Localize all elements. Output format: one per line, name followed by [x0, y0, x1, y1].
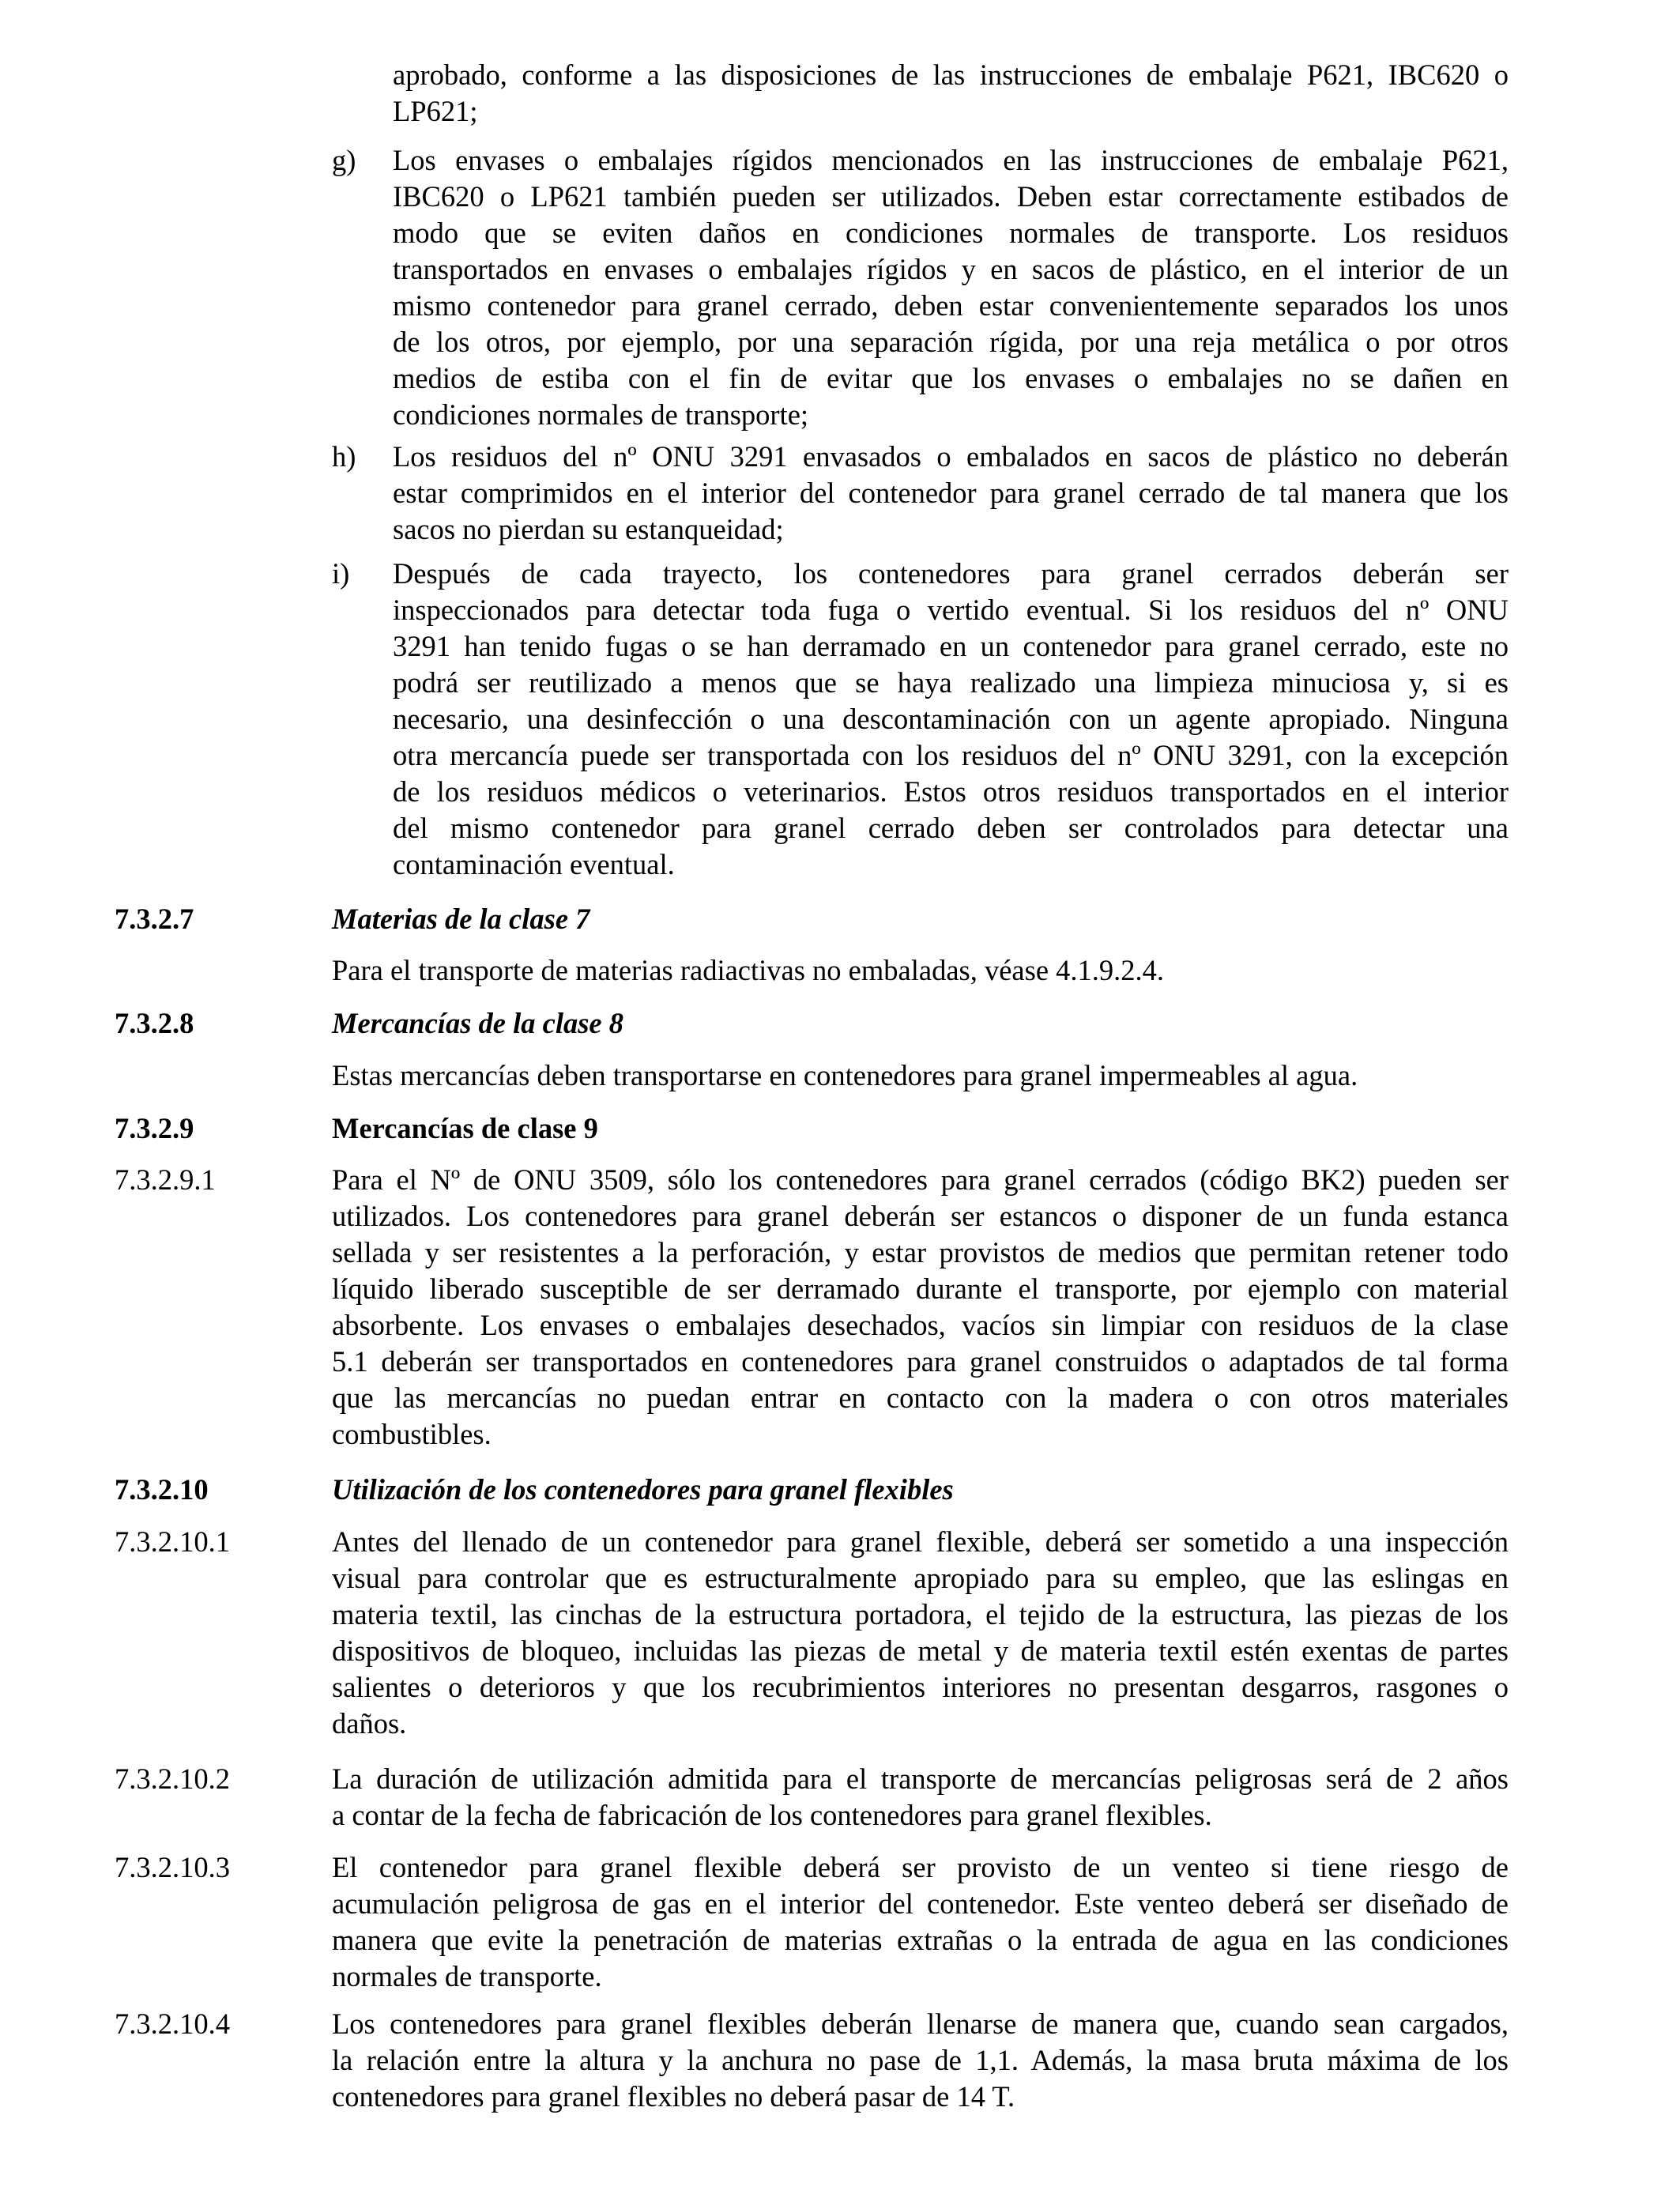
section-body — [332, 952, 1509, 989]
text-line: visual para controlar que es estructuralmente apropiado para su empleo, que las eslingas en — [332, 1562, 1509, 1594]
item-i-text — [393, 556, 1509, 883]
text-line: otra mercancía puede ser transportada con los residuos del nº ONU 3291, con la excepción — [393, 739, 1509, 771]
section-number: 7.3.2.8 — [115, 1007, 194, 1039]
item-f-continuation — [393, 57, 1509, 130]
text-line: Los envases o embalajes rígidos mencionados en las instrucciones de embalaje P621, — [393, 144, 1509, 176]
text-line: modo que se eviten daños en condiciones normales de transporte. Los residuos — [393, 217, 1509, 249]
text-line: contaminación eventual. — [393, 848, 675, 880]
text-line: daños. — [332, 1707, 407, 1740]
text-line: Después de cada trayecto, los contenedores para granel cerrados deberán ser — [393, 557, 1509, 590]
text-line: mismo contenedor para granel cerrado, deben estar convenientemente separados los unos — [393, 289, 1509, 322]
subsection-number: 7.3.2.9.1 — [115, 1163, 216, 1196]
text-line: inspeccionados para detectar toda fuga o vertido eventual. Si los residuos del nº ONU — [393, 594, 1509, 626]
section-heading: Mercancías de clase 9 — [332, 1112, 598, 1144]
subsection-number: 7.3.2.10.1 — [115, 1525, 230, 1558]
text-line: contenedores para granel flexibles no deberá pasar de 14 T. — [332, 2080, 1015, 2113]
text-line: 3291 han tenido fugas o se han derramado en un contenedor para granel cerrado, este no — [393, 630, 1509, 662]
item-g-letter: g) — [332, 144, 356, 176]
subsection-number: 7.3.2.10.2 — [115, 1762, 230, 1795]
text-line: acumulación peligrosa de gas en el interior del contenedor. Este venteo deberá ser diseñado de — [332, 1887, 1509, 1920]
subsection-body — [332, 1761, 1509, 1834]
text-line: materia textil, las cinchas de la estructura portadora, el tejido de la estructura, las piezas de los — [332, 1598, 1509, 1630]
section-body — [332, 1057, 1509, 1094]
text-line: Los contenedores para granel flexibles deberán llenarse de manera que, cuando sean cargados, — [332, 2007, 1509, 2040]
text-line: normales de transporte. — [332, 1960, 602, 1992]
text-line: 5.1 deberán ser transportados en contenedores para granel construidos o adaptados de tal forma — [332, 1345, 1509, 1378]
text-line: dispositivos de bloqueo, incluidas las piezas de metal y de materia textil estén exentas de partes — [332, 1634, 1509, 1667]
section-heading: Materias de la clase 7 — [332, 903, 590, 935]
text-line: Estas mercancías deben transportarse en contenedores para granel impermeables al agua. — [332, 1059, 1358, 1091]
subsection-body — [332, 1162, 1509, 1453]
subsection-number: 7.3.2.10.3 — [115, 1851, 230, 1883]
text-line: aprobado, conforme a las disposiciones de las instrucciones de embalaje P621, IBC620 o — [393, 58, 1509, 91]
text-line: El contenedor para granel flexible deberá ser provisto de un venteo si tiene riesgo de — [332, 1851, 1509, 1883]
text-line: del mismo contenedor para granel cerrado deben ser controlados para detectar una — [393, 812, 1509, 844]
subsection-body — [332, 1849, 1509, 1995]
text-line: utilizados. Los contenedores para granel deberán ser estancos o disponer de un funda estanca — [332, 1200, 1509, 1232]
subsection-number: 7.3.2.10.4 — [115, 2007, 230, 2040]
text-line: La duración de utilización admitida para el transporte de mercancías peligrosas será de 2 años — [332, 1762, 1509, 1795]
text-line: necesario, una desinfección o una descontaminación con un agente apropiado. Ninguna — [393, 703, 1509, 735]
item-i-letter: i) — [332, 557, 350, 590]
text-line: podrá ser reutilizado a menos que se haya realizado una limpieza minuciosa y, si es — [393, 666, 1509, 699]
section-number: 7.3.2.7 — [115, 903, 194, 935]
text-line: salientes o deterioros y que los recubrimientos interiores no presentan desgarros, rasgones o — [332, 1671, 1509, 1703]
text-line: Antes del llenado de un contenedor para granel flexible, deberá ser sometido a una inspección — [332, 1525, 1509, 1558]
text-line: líquido liberado susceptible de ser derramado durante el transporte, por ejemplo con material — [332, 1272, 1509, 1305]
section-number: 7.3.2.9 — [115, 1112, 194, 1144]
text-line: la relación entre la altura y la anchura no pase de 1,1. Además, la masa bruta máxima de los — [332, 2044, 1509, 2076]
item-h-text — [393, 439, 1509, 548]
text-line: de los residuos médicos o veterinarios. Estos otros residuos transportados en el interior — [393, 775, 1509, 808]
text-line: IBC620 o LP621 también pueden ser utilizados. Deben estar correctamente estibados de — [393, 180, 1509, 213]
text-line: LP621; — [393, 95, 478, 127]
text-line: medios de estiba con el fin de evitar que los envases o embalajes no se dañen en — [393, 362, 1509, 394]
text-line: sacos no pierdan su estanqueidad; — [393, 513, 784, 545]
text-line: a contar de la fecha de fabricación de los contenedores para granel flexibles. — [332, 1799, 1212, 1831]
text-line: que las mercancías no puedan entrar en contacto con la madera o con otros materiales — [332, 1382, 1509, 1414]
item-g-text — [393, 142, 1509, 433]
item-h-letter: h) — [332, 440, 356, 473]
section-number: 7.3.2.10 — [115, 1473, 209, 1506]
section-heading: Utilización de los contenedores para granel flexibles — [332, 1473, 954, 1506]
text-line: condiciones normales de transporte; — [393, 398, 809, 431]
text-line: Para el Nº de ONU 3509, sólo los contenedores para granel cerrados (código BK2) pueden ser — [332, 1163, 1509, 1196]
subsection-body — [332, 1524, 1509, 1742]
text-line: de los otros, por ejemplo, por una separación rígida, por una reja metálica o por otros — [393, 326, 1509, 358]
text-line: estar comprimidos en el interior del contenedor para granel cerrado de tal manera que los — [393, 477, 1509, 509]
text-line: transportados en envases o embalajes rígidos y en sacos de plástico, en el interior de un — [393, 253, 1509, 285]
text-line: Los residuos del nº ONU 3291 envasados o embalados en sacos de plástico no deberán — [393, 440, 1509, 473]
subsection-body — [332, 2006, 1509, 2115]
text-line: manera que evite la penetración de materias extrañas o la entrada de agua en las condiciones — [332, 1924, 1509, 1956]
section-heading: Mercancías de la clase 8 — [332, 1007, 623, 1039]
text-line: combustibles. — [332, 1418, 492, 1450]
text-line: Para el transporte de materias radiactivas no embaladas, véase 4.1.9.2.4. — [332, 954, 1165, 986]
text-line: sellada y ser resistentes a la perforación, y estar provistos de medios que permitan retener todo — [332, 1236, 1509, 1269]
text-line: absorbente. Los envases o embalajes desechados, vacíos sin limpiar con residuos de la clase — [332, 1309, 1509, 1341]
